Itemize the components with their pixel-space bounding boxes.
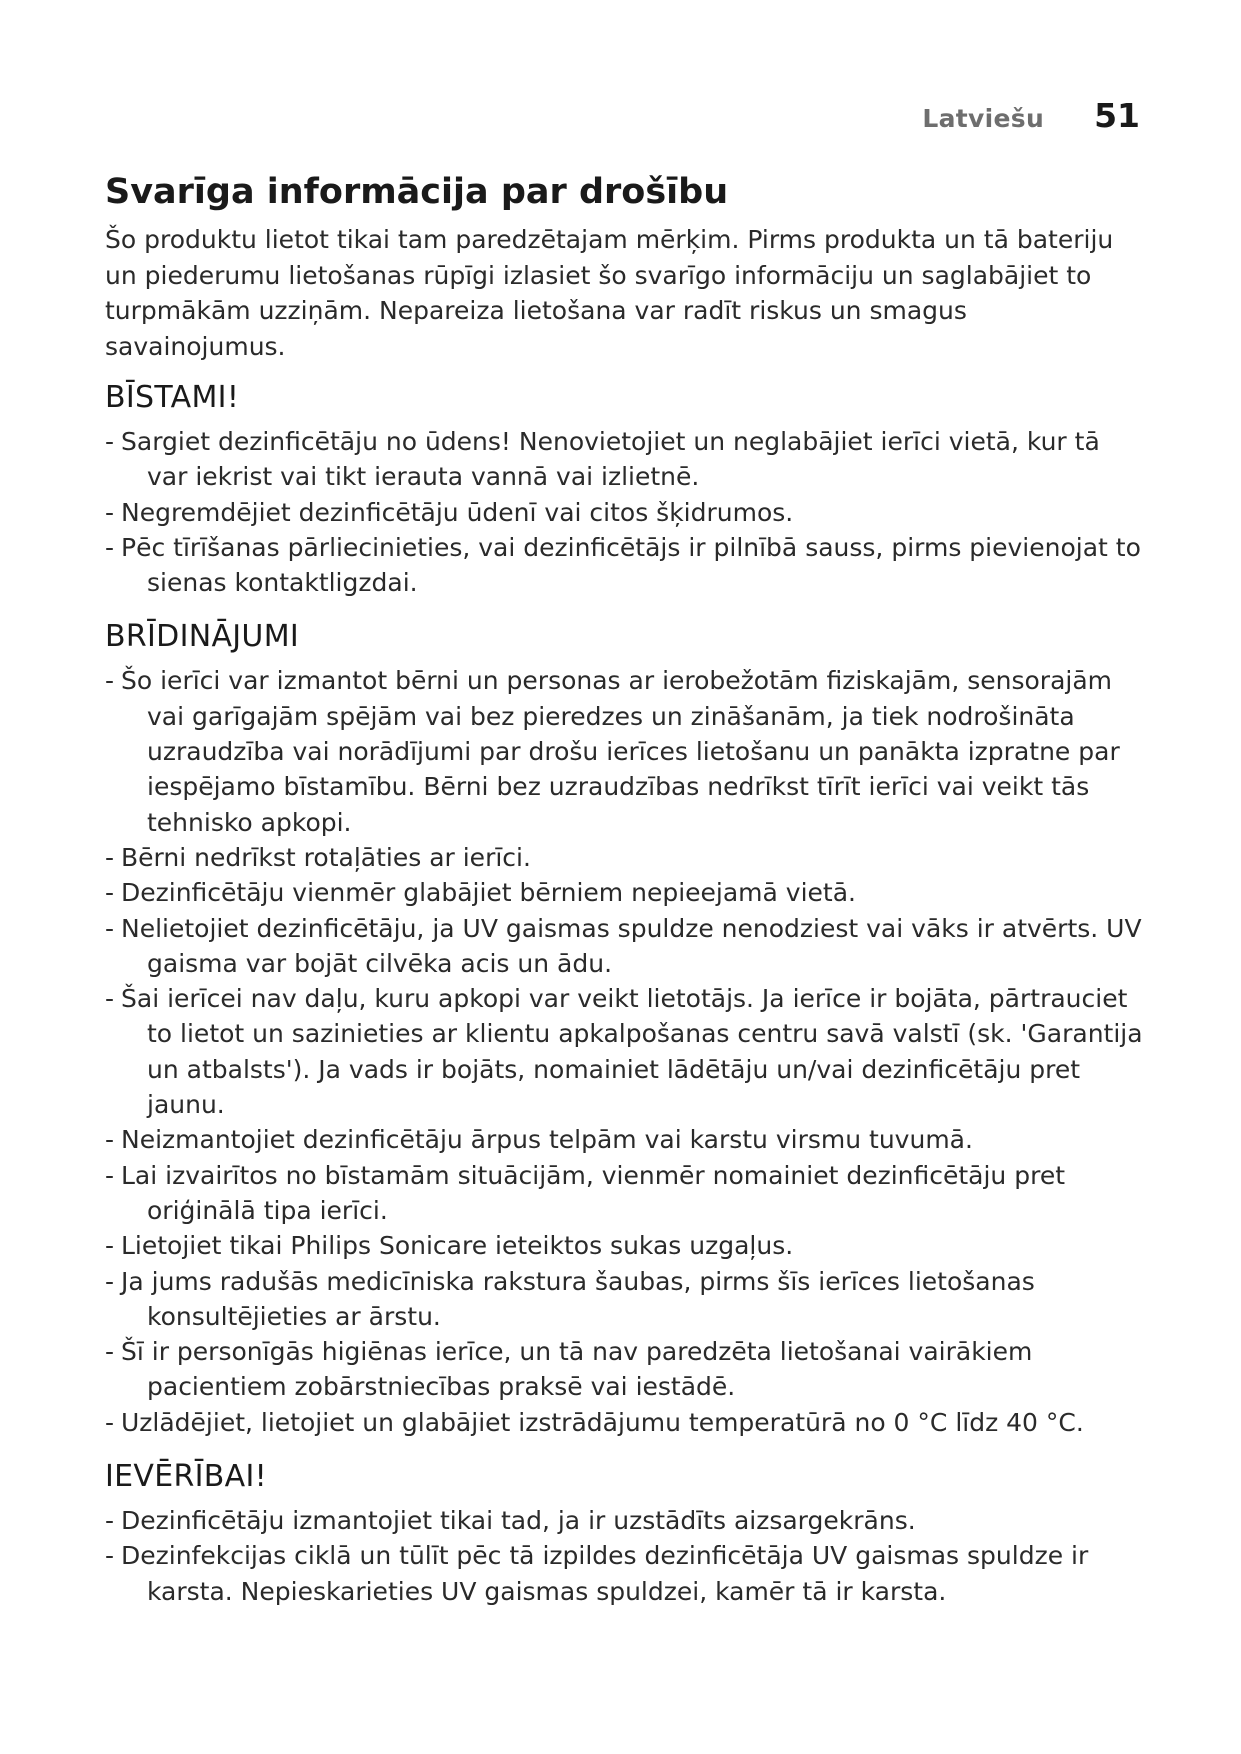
warnings-list bbox=[105, 663, 1145, 1440]
bullet-marker: - bbox=[105, 1337, 115, 1367]
bullet-marker: - bbox=[105, 1506, 115, 1536]
list-item bbox=[105, 1503, 1145, 1538]
list-item-text: Negremdējiet dezinficētāju ūdenī vai citos šķidrumos. bbox=[121, 497, 794, 527]
list-item bbox=[105, 495, 1145, 530]
language-label: Latviešu bbox=[922, 104, 1045, 133]
intro-paragraph: Šo produktu lietot tikai tam paredzētajam mērķim. Pirms produkta un tā bateriju un piederumu lietošanas rūpīgi izlasiet šo svarīgo informāciju un saglabājiet to turpmākām uzziņām. Nepareiza lietošana var radīt riskus un smagus savainojumus. bbox=[105, 225, 1114, 361]
bullet-marker: - bbox=[105, 532, 115, 562]
list-item bbox=[105, 1264, 1145, 1335]
list-item-text: Uzlādējiet, lietojiet un glabājiet izstrādājumu temperatūrā no 0 °C līdz 40 °C. bbox=[121, 1407, 1084, 1437]
section-heading-warnings: BRĪDINĀJUMI bbox=[105, 619, 300, 655]
list-item bbox=[105, 424, 1145, 495]
list-item-text: Šī ir personīgās higiēnas ierīce, un tā nav paredzēta lietošanai vairākiem pacientiem zobārstniecības praksē vai iestādē. bbox=[121, 1337, 1033, 1402]
list-item bbox=[105, 1122, 1145, 1157]
list-item-text: Neizmantojiet dezinficētāju ārpus telpām vai karstu virsmu tuvumā. bbox=[121, 1125, 973, 1155]
caution-list bbox=[105, 1503, 1145, 1609]
bullet-marker: - bbox=[105, 913, 115, 943]
list-item-text: Bērni nedrīkst rotaļāties ar ierīci. bbox=[121, 842, 531, 872]
bullet-marker: - bbox=[105, 666, 115, 696]
list-item-text: Ja jums radušās medicīniska rakstura šaubas, pirms šīs ierīces lietošanas konsultējieties ar ārstu. bbox=[121, 1266, 1035, 1331]
section-caution bbox=[105, 1457, 1145, 1609]
page-number: 51 bbox=[1094, 96, 1140, 135]
list-item-text: Šai ierīcei nav daļu, kuru apkopi var veikt lietotājs. Ja ierīce ir bojāta, pārtrauciet to lietot un sazinieties ar klientu apkalpošanas centru savā valstī (sk. 'Garantija un atbalsts'). Ja vads ir bojāts, nomainiet lādētāju un/vai dezinficētāju pret jaunu. bbox=[121, 984, 1143, 1120]
list-item bbox=[105, 840, 1145, 875]
list-item-text: Sargiet dezinficētāju no ūdens! Nenovietojiet un neglabājiet ierīci vietā, kur tā var iekrist vai tikt ierauta vannā vai izlietnē. bbox=[121, 427, 1100, 492]
section-heading-caution: IEVĒRĪBAI! bbox=[105, 1459, 267, 1495]
list-item-text: Dezinficētāju izmantojiet tikai tad, ja ir uzstādīts aizsargekrāns. bbox=[121, 1506, 916, 1536]
bullet-marker: - bbox=[105, 1266, 115, 1296]
bullet-marker: - bbox=[105, 842, 115, 872]
section-warnings bbox=[105, 617, 1145, 1440]
bullet-marker: - bbox=[105, 497, 115, 527]
bullet-marker: - bbox=[105, 427, 115, 456]
page-title: Svarīga informācija par drošību bbox=[105, 172, 729, 212]
list-item-text: Lai izvairītos no bīstamām situācijām, vienmēr nomainiet dezinficētāju pret oriģinālā tipa ierīci. bbox=[121, 1160, 1066, 1225]
section-heading-danger: BĪSTAMI! bbox=[105, 380, 240, 415]
danger-list bbox=[105, 424, 1145, 600]
bullet-marker: - bbox=[105, 878, 115, 908]
list-item bbox=[105, 663, 1145, 839]
bullet-marker: - bbox=[105, 1125, 115, 1155]
list-item-text: Pēc tīrīšanas pārliecinieties, vai dezinficētājs ir pilnībā sauss, pirms pievienojat to sienas kontaktligzdai. bbox=[121, 532, 1141, 598]
list-item-text: Dezinfekcijas ciklā un tūlīt pēc tā izpildes dezinficētāja UV gaismas spuldze ir karsta. Nepieskarieties UV gaismas spuldzei, kamēr tā ir karsta. bbox=[121, 1541, 1089, 1606]
list-item bbox=[105, 875, 1145, 910]
list-item bbox=[105, 911, 1145, 982]
list-item-text: Nelietojiet dezinficētāju, ja UV gaismas spuldze nenodziest vai vāks ir atvērts. UV gaisma var bojāt cilvēka acis un ādu. bbox=[121, 913, 1142, 978]
list-item bbox=[105, 1334, 1145, 1405]
bullet-marker: - bbox=[105, 1407, 115, 1437]
bullet-marker: - bbox=[105, 984, 115, 1014]
list-item bbox=[105, 530, 1145, 601]
section-danger bbox=[105, 378, 1145, 600]
bullet-marker: - bbox=[105, 1541, 115, 1571]
list-item bbox=[105, 1538, 1145, 1609]
list-item-text: Lietojiet tikai Philips Sonicare ieteiktos sukas uzgaļus. bbox=[121, 1231, 794, 1261]
bullet-marker: - bbox=[105, 1231, 115, 1261]
list-item bbox=[105, 981, 1145, 1122]
page-header bbox=[922, 96, 1140, 135]
list-item bbox=[105, 1158, 1145, 1229]
document-body bbox=[105, 170, 1145, 1626]
bullet-marker: - bbox=[105, 1160, 115, 1190]
list-item bbox=[105, 1405, 1145, 1440]
list-item bbox=[105, 1228, 1145, 1263]
list-item-text: Šo ierīci var izmantot bērni un personas ar ierobežotām fiziskajām, sensorajām vai garīgajām spējām vai bez pieredzes un zināšanām, ja tiek nodrošināta uzraudzība vai norādījumi par drošu ierīces lietošanu un panākta izpratne par iespējamo bīstamību. Bērni bez uzraudzības nedrīkst tīrīt ierīci vai veikt tās tehnisko apkopi. bbox=[121, 666, 1120, 837]
list-item-text: Dezinficētāju vienmēr glabājiet bērniem nepieejamā vietā. bbox=[121, 878, 856, 908]
